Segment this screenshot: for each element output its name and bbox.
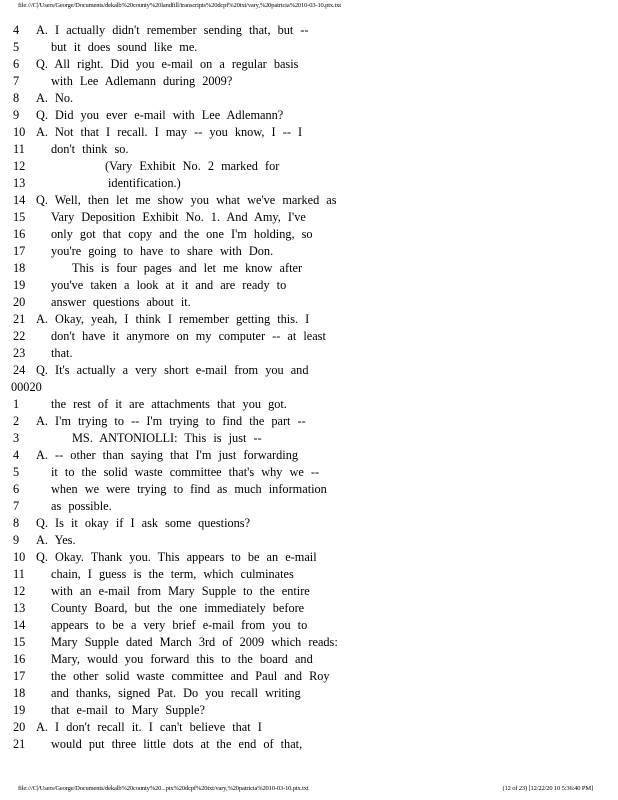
line-number: 14 — [13, 618, 26, 632]
line-number: 24 — [13, 363, 26, 377]
transcript-line — [0, 617, 618, 634]
transcript-line — [0, 498, 618, 515]
line-number: 16 — [13, 652, 26, 666]
line-text: identification.) — [108, 176, 181, 190]
transcript-line — [0, 566, 618, 583]
line-text: A. Okay, yeah, I think I remember getting this. I — [36, 312, 310, 326]
transcript-line — [0, 362, 618, 379]
line-text: when we were trying to find as much information — [51, 482, 327, 496]
document-footer — [18, 785, 593, 792]
line-number: 20 — [13, 295, 26, 309]
line-text: the rest of it are attachments that you got. — [51, 397, 287, 411]
line-number: 3 — [13, 431, 20, 445]
line-text: but it does sound like me. — [51, 40, 198, 54]
line-text: the other solid waste committee and Paul and Roy — [51, 669, 330, 683]
footer-path: file:///C|/Users/George/Documents/dekalb%20county%20...ptx%20dcpf%20txt/vary,%20patricia%2010-03-10.ptx.txt — [18, 785, 309, 792]
line-number: 21 — [13, 312, 26, 326]
line-number: 18 — [13, 261, 26, 275]
line-number: 19 — [13, 703, 26, 717]
transcript-line — [0, 379, 618, 396]
transcript-line — [0, 464, 618, 481]
line-number: 8 — [13, 91, 20, 105]
transcript-line — [0, 328, 618, 345]
line-text: A. No. — [36, 91, 74, 105]
transcript-line — [0, 481, 618, 498]
line-text: A. Yes. — [36, 533, 76, 547]
line-text: (Vary Exhibit No. 2 marked for — [105, 159, 280, 173]
line-number: 7 — [13, 499, 20, 513]
line-number: 15 — [13, 210, 26, 224]
transcript-line — [0, 158, 618, 175]
line-text: it to the solid waste committee that's why we -- — [51, 465, 320, 479]
line-text: Mary Supple dated March 3rd of 2009 which reads: — [51, 635, 338, 649]
line-text: you're going to have to share with Don. — [51, 244, 274, 258]
footer-page-info: (12 of 23) [12/22/20 10 5:36:40 PM] — [502, 785, 593, 792]
transcript-line — [0, 396, 618, 413]
line-text: only got that copy and the one I'm holding, so — [51, 227, 313, 241]
transcript-line — [0, 515, 618, 532]
line-number: 10 — [13, 125, 26, 139]
line-number: 4 — [13, 448, 20, 462]
transcript-line — [0, 39, 618, 56]
line-text: County Board, but the one immediately before — [51, 601, 305, 615]
line-number: 6 — [13, 57, 20, 71]
line-text: with an e-mail from Mary Supple to the entire — [51, 584, 310, 598]
transcript-line — [0, 260, 618, 277]
line-text: you've taken a look at it and are ready to — [51, 278, 287, 292]
transcript-line — [0, 277, 618, 294]
transcript-line — [0, 583, 618, 600]
line-text: A. I'm trying to -- I'm trying to find the part -- — [36, 414, 306, 428]
document-header-path: file:///C|/Users/George/Documents/dekalb%20county%20landfill/transcripts%20dcpf%20txt/vary,%20patricia%2010-03-10.ptx.txt — [18, 2, 341, 9]
transcript-line — [0, 107, 618, 124]
transcript-line — [0, 430, 618, 447]
line-number: 5 — [13, 40, 20, 54]
line-text: A. -- other than saying that I'm just forwarding — [36, 448, 298, 462]
line-text: Q. It's actually a very short e-mail from you and — [36, 363, 309, 377]
line-number: 18 — [13, 686, 26, 700]
transcript-line — [0, 90, 618, 107]
line-text: as possible. — [51, 499, 112, 513]
line-number: 13 — [13, 176, 26, 190]
line-text: A. I don't recall it. I can't believe that I — [36, 720, 262, 734]
line-text: answer questions about it. — [51, 295, 191, 309]
transcript-line — [0, 668, 618, 685]
transcript-line — [0, 73, 618, 90]
line-number: 22 — [13, 329, 26, 343]
line-number: 21 — [13, 737, 26, 751]
line-number: 16 — [13, 227, 26, 241]
line-text: and thanks, signed Pat. Do you recall writing — [51, 686, 301, 700]
line-number: 11 — [13, 567, 25, 581]
line-number: 11 — [13, 142, 25, 156]
line-text: Q. Is it okay if I ask some questions? — [36, 516, 251, 530]
transcript-line — [0, 719, 618, 736]
line-number: 12 — [13, 159, 26, 173]
line-number: 23 — [13, 346, 26, 360]
line-text: chain, I guess is the term, which culminates — [51, 567, 294, 581]
transcript-line — [0, 685, 618, 702]
line-number: 19 — [13, 278, 26, 292]
line-number: 10 — [13, 550, 26, 564]
transcript-line — [0, 226, 618, 243]
transcript-line — [0, 192, 618, 209]
line-number: 20 — [13, 720, 26, 734]
transcript-line — [0, 736, 618, 753]
transcript-line — [0, 600, 618, 617]
line-number: 4 — [13, 23, 20, 37]
line-number: 17 — [13, 669, 26, 683]
line-text: Q. All right. Did you e-mail on a regular basis — [36, 57, 299, 71]
transcript-line — [0, 413, 618, 430]
page-marker: 00020 — [11, 380, 42, 394]
transcript-line — [0, 22, 618, 39]
transcript-line — [0, 209, 618, 226]
line-number: 9 — [13, 533, 20, 547]
line-number: 2 — [13, 414, 20, 428]
transcript-line — [0, 311, 618, 328]
transcript-line — [0, 532, 618, 549]
line-text: Q. Well, then let me show you what we've marked as — [36, 193, 337, 207]
transcript-line — [0, 294, 618, 311]
line-number: 7 — [13, 74, 20, 88]
line-number: 13 — [13, 601, 26, 615]
line-text: that. — [51, 346, 73, 360]
line-number: 8 — [13, 516, 20, 530]
line-text: MS. ANTONIOLLI: This is just -- — [72, 431, 262, 445]
line-text: Q. Okay. Thank you. This appears to be an e-mail — [36, 550, 317, 564]
line-number: 17 — [13, 244, 26, 258]
transcript-body — [0, 22, 618, 753]
line-text: A. I actually didn't remember sending that, but -- — [36, 23, 309, 37]
line-text: appears to be a very brief e-mail from you to — [51, 618, 308, 632]
line-number: 9 — [13, 108, 20, 122]
line-number: 15 — [13, 635, 26, 649]
transcript-line — [0, 124, 618, 141]
transcript-line — [0, 702, 618, 719]
transcript-line — [0, 651, 618, 668]
line-number: 12 — [13, 584, 26, 598]
line-text: that e-mail to Mary Supple? — [51, 703, 205, 717]
line-text: Mary, would you forward this to the board and — [51, 652, 313, 666]
transcript-line — [0, 634, 618, 651]
line-text: A. Not that I recall. I may -- you know, I -- I — [36, 125, 303, 139]
line-text: don't have it anymore on my computer -- at least — [51, 329, 326, 343]
line-text: don't think so. — [51, 142, 129, 156]
transcript-line — [0, 345, 618, 362]
line-number: 5 — [13, 465, 20, 479]
line-text: This is four pages and let me know after — [72, 261, 303, 275]
transcript-line — [0, 141, 618, 158]
transcript-line — [0, 447, 618, 464]
line-number: 6 — [13, 482, 20, 496]
transcript-line — [0, 243, 618, 260]
line-text: would put three little dots at the end of that, — [51, 737, 303, 751]
transcript-line — [0, 549, 618, 566]
transcript-line — [0, 175, 618, 192]
transcript-line — [0, 56, 618, 73]
line-number: 1 — [13, 397, 20, 411]
line-text: Q. Did you ever e-mail with Lee Adlemann? — [36, 108, 284, 122]
line-text: with Lee Adlemann during 2009? — [51, 74, 233, 88]
line-text: Vary Deposition Exhibit No. 1. And Amy, I've — [51, 210, 306, 224]
line-number: 14 — [13, 193, 26, 207]
